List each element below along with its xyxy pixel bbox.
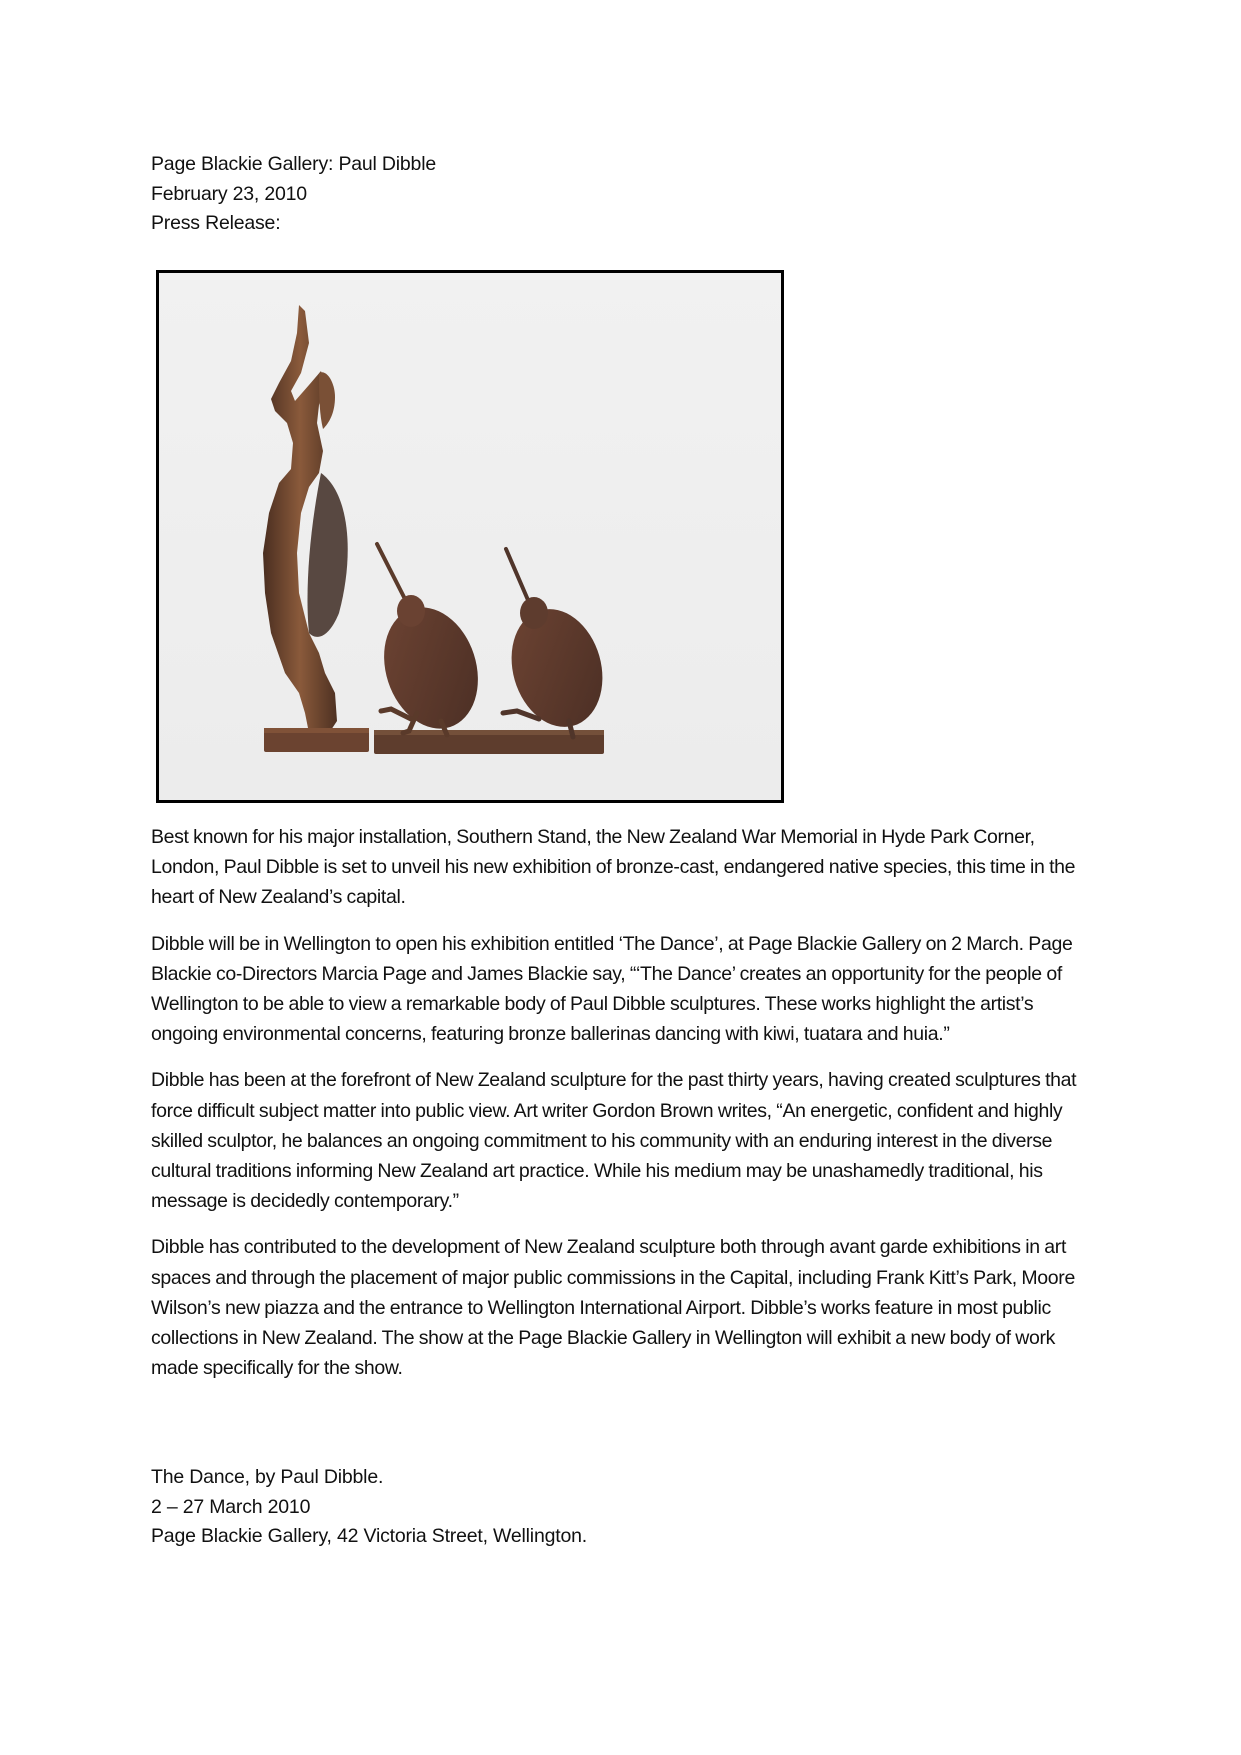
exhibition-venue: Page Blackie Gallery, 42 Victoria Street, Wellington.: [151, 1525, 587, 1547]
press-release-body: [151, 822, 1086, 1399]
press-release-header: [151, 150, 436, 239]
document-title: Page Blackie Gallery: Paul Dibble: [151, 153, 436, 175]
press-release-label: Press Release:: [151, 212, 281, 234]
exhibition-title: The Dance, by Paul Dibble.: [151, 1466, 384, 1488]
paragraph-exhibition-opening: Dibble will be in Wellington to open his exhibition entitled ‘The Dance’, at Page Blackie Gallery on 2 March. Page Blackie co-Directors Marcia Page and James Blackie say, “‘The Dance’ creates an opportunity for the people of Wellington to be able to view a remarkable body of Paul Dibble sculptures. These works highlight the artist’s ongoing environmental concerns, featuring bronze ballerinas dancing with kiwi, tuatara and huia.”: [151, 932, 1073, 1046]
sculpture-photo: [156, 270, 784, 803]
exhibition-details: [151, 1463, 587, 1552]
paragraph-public-commissions: Dibble has contributed to the development of New Zealand sculpture both through avant garde exhibitions in art spaces and through the placement of major public commissions in the Capital, including Frank Kitt’s Park, Moore Wilson’s new piazza and the entrance to Wellington International Airport. Dibble’s works feature in most public collections in New Zealand. The show at the Page Blackie Gallery in Wellington will exhibit a new body of work made specifically for the show.: [151, 1236, 1075, 1380]
sculpture-image: [159, 273, 781, 800]
exhibition-dates: 2 – 27 March 2010: [151, 1495, 311, 1518]
paragraph-intro: Best known for his major installation, Southern Stand, the New Zealand War Memorial in Hyde Park Corner, London, Paul Dibble is set to unveil his new exhibition of bronze-cast, endangered native species, this time in the heart of New Zealand’s capital.: [151, 826, 1076, 909]
paragraph-artist-background: Dibble has been at the forefront of New Zealand sculpture for the past thirty years, having created sculptures that force difficult subject matter into public view. Art writer Gordon Brown writes, “An energetic, confident and highly skilled sculptor, he balances an ongoing commitment to his community with an enduring interest in the diverse cultural traditions informing New Zealand art practice. While his medium may be unashamedly traditional, his message is decidedly contemporary.”: [151, 1069, 1077, 1213]
release-date: February 23, 2010: [151, 182, 307, 205]
